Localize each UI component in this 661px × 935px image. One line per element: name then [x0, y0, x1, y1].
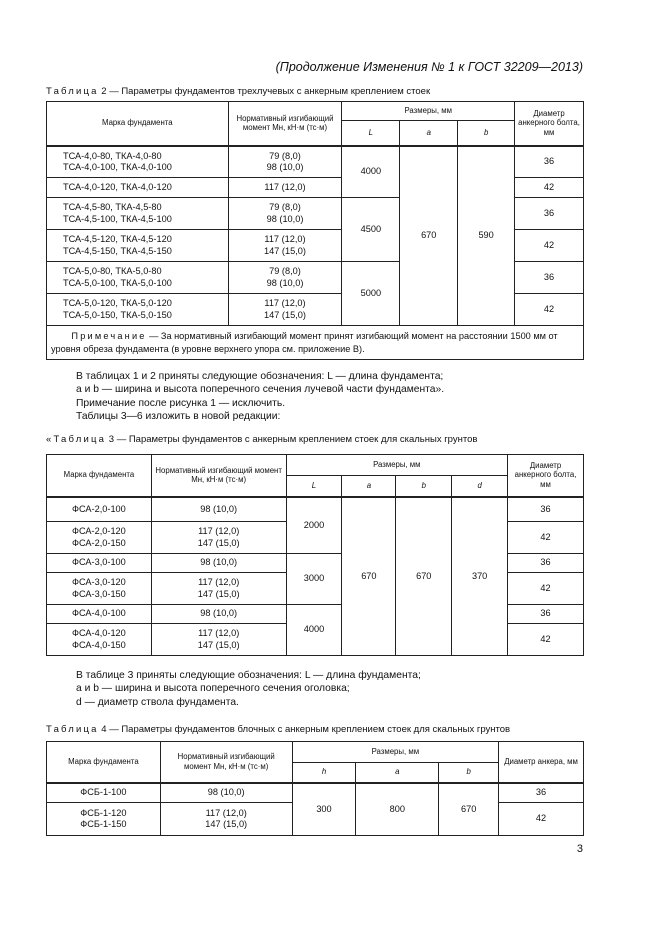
- table-cell: 2000: [286, 497, 342, 554]
- th-a: a: [342, 476, 396, 497]
- table-cell: ФСБ-1-100: [47, 783, 161, 803]
- table-cell: ФСА-4,0-120 ФСА-4,0-150: [47, 624, 152, 656]
- table-cell: 36: [508, 605, 584, 624]
- table-cell: 36: [499, 783, 584, 803]
- table-cell: ТСА-5,0-120, ТКА-5,0-120 ТСА-5,0-150, ТКА-5,0-150: [47, 294, 229, 326]
- document-header: (Продолжение Изменения № 1 к ГОСТ 32209—2013): [275, 60, 583, 74]
- table-3: [46, 454, 584, 656]
- table-cell: 5000: [342, 262, 400, 326]
- th-sizes: Размеры, мм: [286, 455, 508, 476]
- table-cell: ТСА-4,5-80, ТКА-4,5-80 ТСА-4,5-100, ТКА-4,5-100: [47, 198, 229, 230]
- table-cell: 79 (8,0) 98 (10,0): [228, 146, 342, 178]
- table-cell: 670: [396, 497, 452, 656]
- table-cell: 98 (10,0): [151, 605, 286, 624]
- table-cell: 42: [508, 624, 584, 656]
- th-b: b: [396, 476, 452, 497]
- table-cell: 79 (8,0) 98 (10,0): [228, 262, 342, 294]
- table-cell: 117 (12,0) 147 (15,0): [151, 573, 286, 605]
- text-line: a и b — ширина и высота поперечного сечения оголовка;: [76, 683, 350, 695]
- table-cell: 98 (10,0): [151, 554, 286, 573]
- th-d: d: [452, 476, 508, 497]
- table-4: [46, 741, 584, 836]
- th-moment: Нормативный изгибающий момент Mн, кН·м (тс·м): [228, 102, 342, 146]
- th-mark: Марка фундамента: [47, 455, 152, 497]
- table-cell: ФСА-3,0-120 ФСА-3,0-150: [47, 573, 152, 605]
- table-cell: 36: [508, 554, 584, 573]
- table-2: [46, 101, 584, 360]
- table-cell: 670: [439, 783, 499, 836]
- table-cell: ТСА-5,0-80, ТКА-5,0-80 ТСА-5,0-100, ТКА-5,0-100: [47, 262, 229, 294]
- th-b: b: [458, 121, 515, 146]
- table-note: Примечание — За нормативный изгибающий момент принят изгибающий момент на расстоянии 1500 мм от уровня обреза фундамента (в уровне верхнего упора см. приложение В).: [47, 326, 584, 360]
- table-cell: 98 (10,0): [151, 497, 286, 522]
- th-mark: Марка фундамента: [47, 742, 161, 783]
- text-block-1: [76, 370, 444, 423]
- table-cell: 42: [499, 803, 584, 836]
- th-mark: Марка фундамента: [47, 102, 229, 146]
- th-diameter: Диаметр анкера, мм: [499, 742, 584, 783]
- page-number: 3: [576, 843, 583, 855]
- table-cell: ФСА-3,0-100: [47, 554, 152, 573]
- text-line: В таблицах 1 и 2 приняты следующие обозначения: L — длина фундамента;: [76, 371, 444, 382]
- th-a: a: [400, 121, 458, 146]
- table-cell: 98 (10,0): [160, 783, 292, 803]
- table-cell: 36: [515, 146, 584, 178]
- th-diameter: Диаметр анкерного болта, мм: [508, 455, 584, 497]
- text-line: Таблицы 3—6 изложить в новой редакции:: [76, 410, 281, 422]
- table-cell: 42: [508, 573, 584, 605]
- table-cell: 42: [515, 178, 584, 198]
- table-cell: ФСА-4,0-100: [47, 605, 152, 624]
- th-moment: Нормативный изгибающий момент Mн, кН·м (тс·м): [160, 742, 292, 783]
- th-sizes: Размеры, мм: [342, 102, 515, 121]
- text-line: d — диаметр ствола фундамента.: [76, 696, 239, 708]
- table-cell: 4500: [342, 198, 400, 262]
- th-L: L: [286, 476, 342, 497]
- table-cell: 117 (12,0) 147 (15,0): [151, 624, 286, 656]
- table-cell: ФСБ-1-120 ФСБ-1-150: [47, 803, 161, 836]
- table2-caption: Таблица 2 — Параметры фундаментов трехлучевых с анкерным креплением стоек: [46, 86, 431, 97]
- th-b: b: [439, 763, 499, 783]
- th-sizes: Размеры, мм: [292, 742, 499, 763]
- th-diameter: Диаметр анкерного болта, мм: [515, 102, 584, 146]
- table-cell: 370: [452, 497, 508, 656]
- table4-caption: Таблица 4 — Параметры фундаментов блочных с анкерным креплением стоек для скальных грунтов: [46, 724, 511, 735]
- table-cell: 42: [515, 294, 584, 326]
- th-a: a: [356, 763, 439, 783]
- text-line: Примечание после рисунка 1 — исключить.: [76, 397, 286, 409]
- table3-caption: «Таблица 3 — Параметры фундаментов с анкерным креплением стоек для скальных грунтов: [46, 434, 478, 445]
- th-L: L: [342, 121, 400, 146]
- table-cell: ФСА-2,0-120 ФСА-2,0-150: [47, 522, 152, 554]
- table-cell: ФСА-2,0-100: [47, 497, 152, 522]
- table-cell: 670: [400, 146, 458, 326]
- table-cell: 590: [458, 146, 515, 326]
- table-cell: ТСА-4,5-120, ТКА-4,5-120 ТСА-4,5-150, ТКА-4,5-150: [47, 230, 229, 262]
- th-h: h: [292, 763, 356, 783]
- table-cell: 117 (12,0) 147 (15,0): [151, 522, 286, 554]
- text-line: В таблице 3 приняты следующие обозначения: L — длина фундамента;: [76, 670, 421, 681]
- table-cell: ТСА-4,0-80, ТКА-4,0-80 ТСА-4,0-100, ТКА-4,0-100: [47, 146, 229, 178]
- text-block-2: [76, 669, 421, 709]
- th-moment: Нормативный изгибающий момент Mн, кН·м (тс·м): [151, 455, 286, 497]
- table-cell: 36: [515, 198, 584, 230]
- table-cell: 800: [356, 783, 439, 836]
- table-cell: 4000: [286, 605, 342, 656]
- table-cell: 42: [515, 230, 584, 262]
- table-cell: 4000: [342, 146, 400, 198]
- table-cell: 42: [508, 522, 584, 554]
- table-cell: 36: [508, 497, 584, 522]
- table-cell: 117 (12,0) 147 (15,0): [228, 230, 342, 262]
- table-cell: 670: [342, 497, 396, 656]
- table-cell: 117 (12,0) 147 (15,0): [160, 803, 292, 836]
- table-cell: ТСА-4,0-120, ТКА-4,0-120: [47, 178, 229, 198]
- text-line: a и b — ширина и высота поперечного сечения лучевой части фундамента».: [76, 384, 445, 396]
- table-cell: 117 (12,0) 147 (15,0): [228, 294, 342, 326]
- table-cell: 79 (8,0) 98 (10,0): [228, 198, 342, 230]
- table-cell: 3000: [286, 554, 342, 605]
- table-cell: 117 (12,0): [228, 178, 342, 198]
- table-cell: 36: [515, 262, 584, 294]
- table-cell: 300: [292, 783, 356, 836]
